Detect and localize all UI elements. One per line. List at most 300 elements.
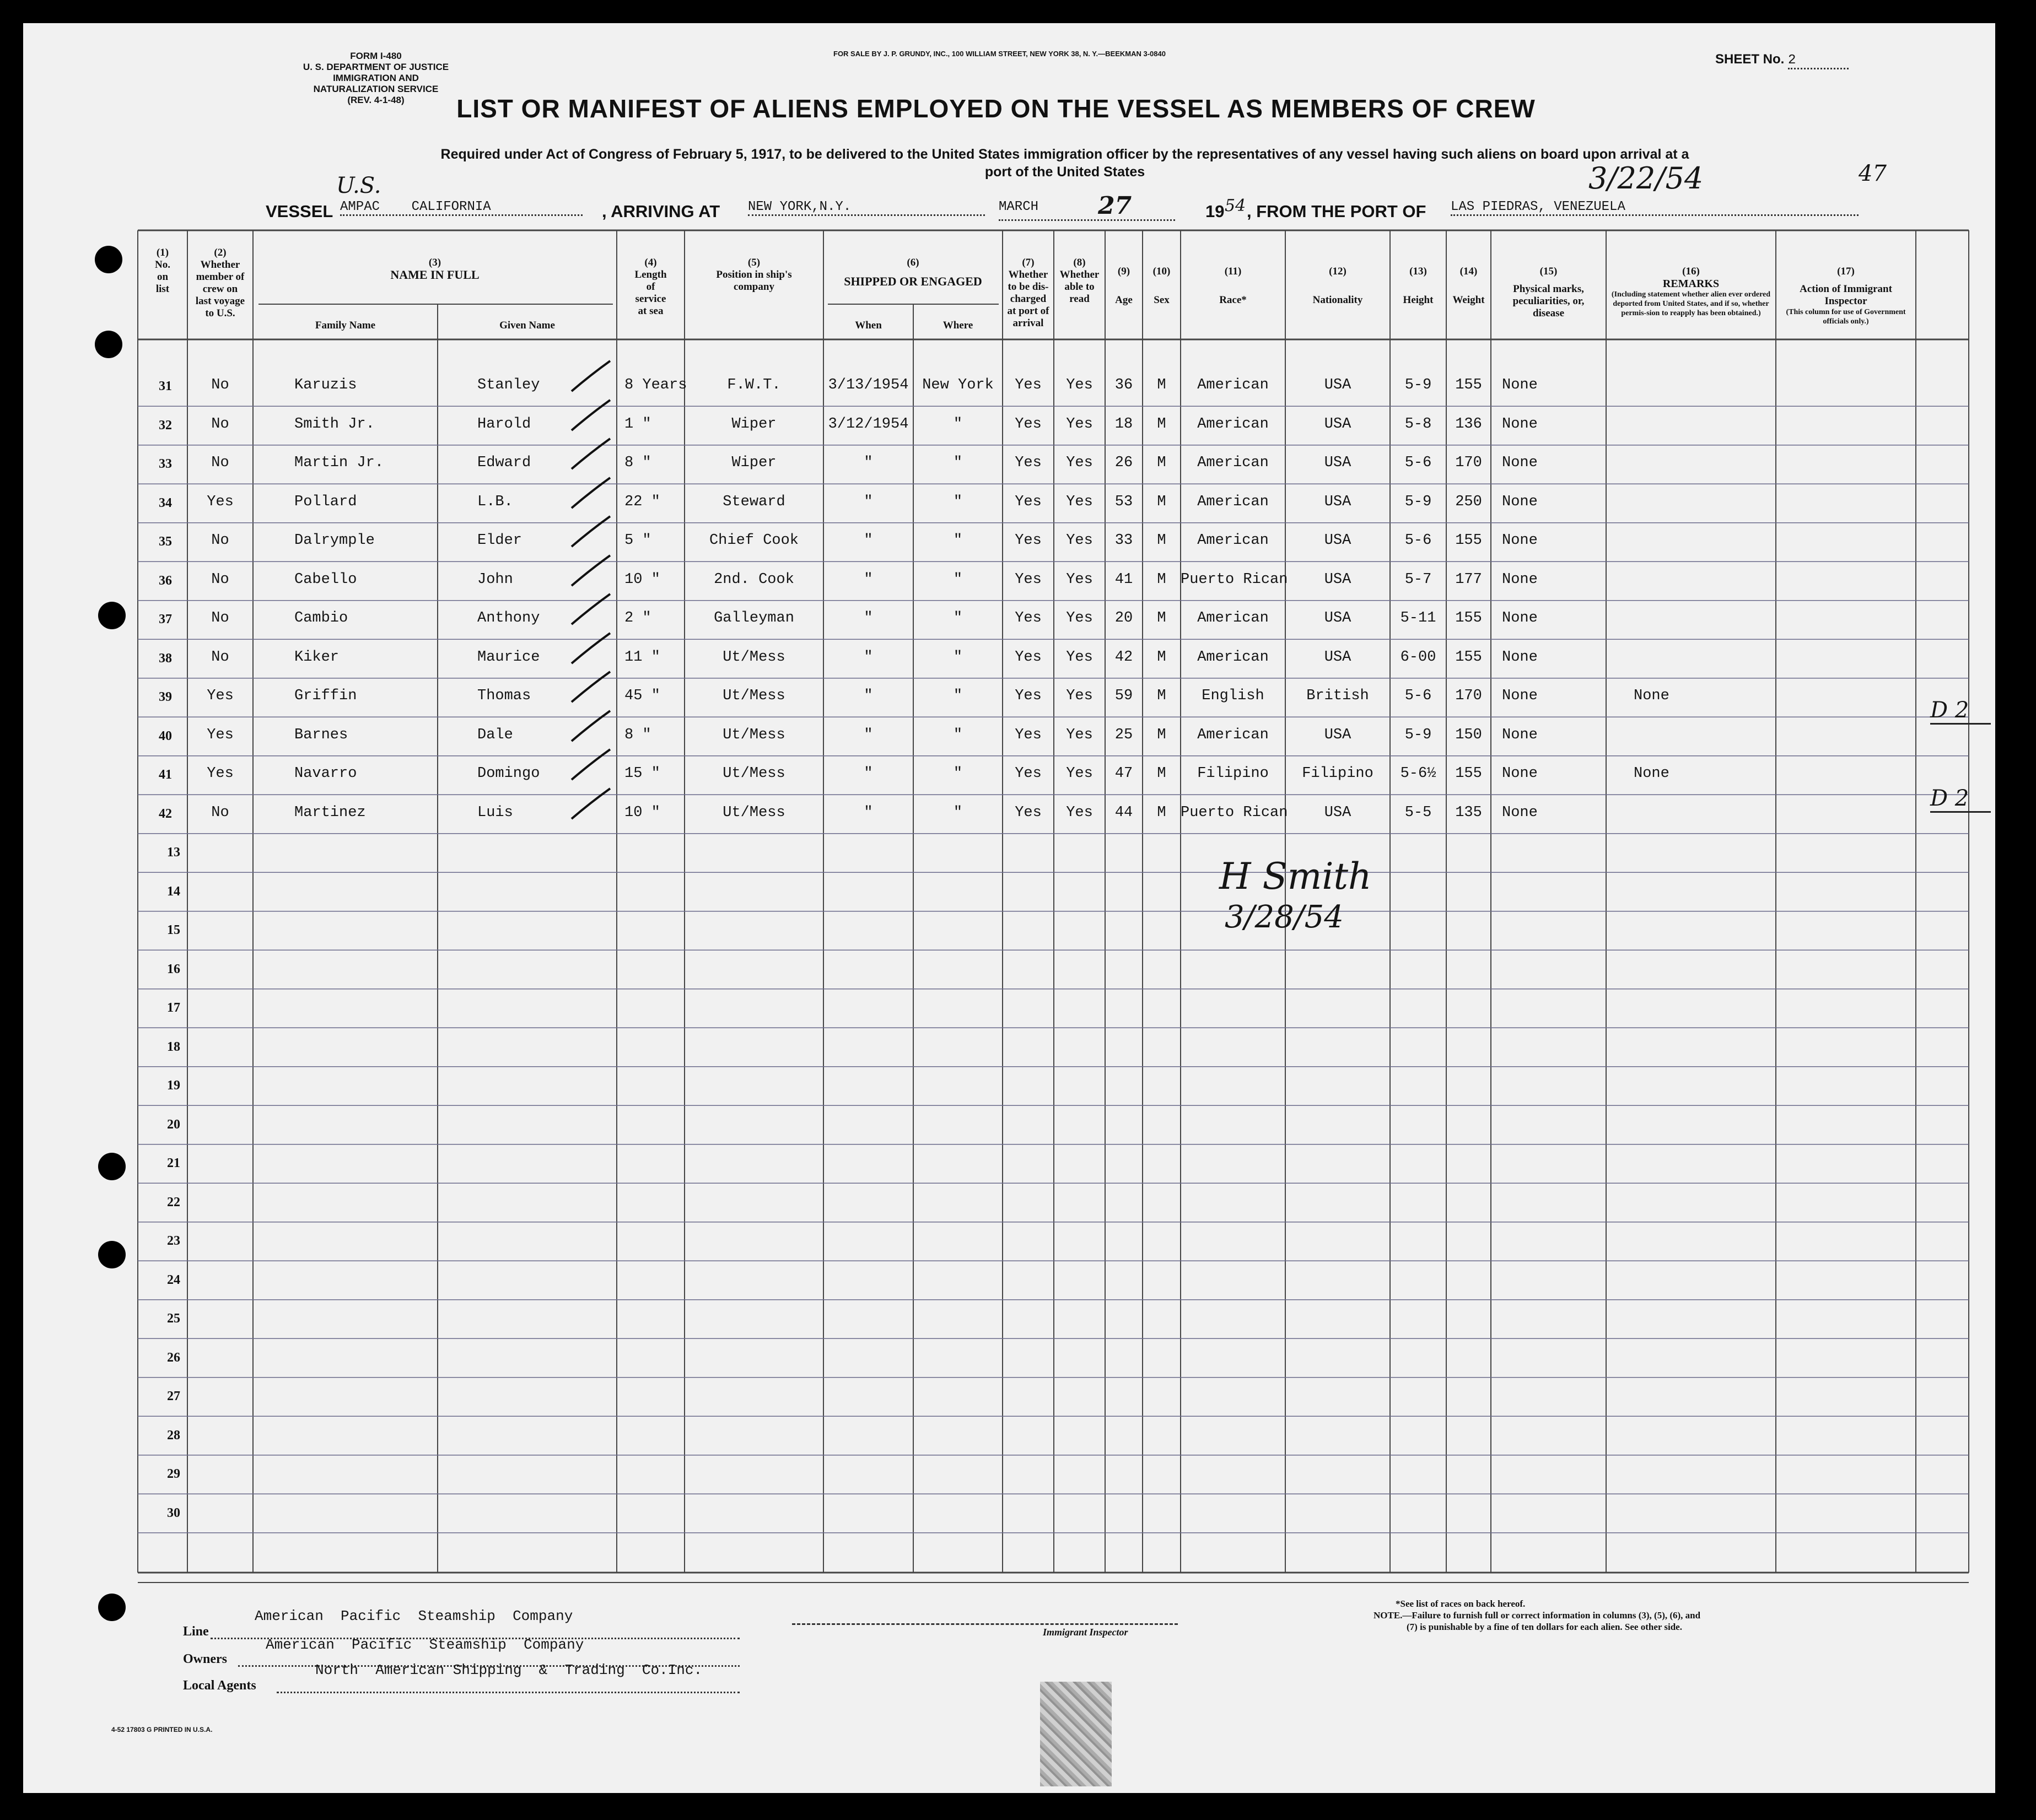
- cell-race: American: [1197, 726, 1269, 743]
- cell-sex: M: [1157, 571, 1166, 588]
- cell-remarks: None: [1634, 688, 1669, 704]
- cell-where: ": [953, 532, 963, 549]
- cell-race: Puerto Rican: [1181, 571, 1288, 588]
- seller-line: FOR SALE BY J. P. GRUNDY, INC., 100 WILLIAM STREET, NEW YORK 38, N. Y.—BEEKMAN 3-0840: [833, 50, 1166, 58]
- cell-age: 53: [1114, 493, 1133, 510]
- owners-label: Owners: [183, 1652, 227, 1666]
- cell-sex: M: [1157, 493, 1166, 510]
- cell-service: 8 ": [624, 455, 651, 471]
- cell-sex: M: [1157, 688, 1166, 704]
- blank-row-number: 21: [167, 1156, 180, 1170]
- col-shipped-engaged: SHIPPED OR ENGAGED: [844, 274, 982, 288]
- cell-position: Ut/Mess: [723, 765, 785, 782]
- cell-service: 1 ": [624, 415, 651, 433]
- cell-read: Yes: [1066, 726, 1093, 743]
- from-port: LAS PIEDRAS, VENEZUELA: [1451, 199, 1859, 216]
- cell-nat: USA: [1324, 377, 1351, 393]
- blank-row-number: 22: [167, 1195, 180, 1209]
- check-mark: [569, 475, 607, 503]
- cell-sex: M: [1157, 532, 1166, 549]
- cell-marks: None: [1502, 571, 1538, 588]
- cell-nat: USA: [1324, 804, 1351, 821]
- cell-race: American: [1197, 455, 1269, 471]
- cell-service: 2 ": [624, 610, 651, 627]
- cell-weight: 155: [1455, 377, 1482, 393]
- blank-row-number: 15: [167, 923, 180, 937]
- col-discharged: Whether to be dis-charged at port of arrival: [1007, 269, 1049, 329]
- check-mark: [569, 553, 607, 580]
- cell-weight: 150: [1455, 726, 1482, 743]
- cell-read: Yes: [1066, 610, 1093, 627]
- check-mark: [569, 747, 607, 774]
- cell-given: Harold: [477, 415, 531, 433]
- cell-nat: British: [1306, 688, 1369, 704]
- cell-marks: None: [1502, 377, 1538, 393]
- year-prefix: 19: [1205, 202, 1225, 221]
- cell-marks: None: [1502, 688, 1538, 704]
- cell-family: Barnes: [294, 726, 348, 743]
- cell-race: Puerto Rican: [1181, 804, 1288, 821]
- cell-read: Yes: [1066, 688, 1093, 704]
- row-number: 36: [159, 573, 172, 588]
- cell-family: Martin Jr.: [294, 455, 384, 471]
- cell-height: 5-6½: [1400, 765, 1436, 782]
- line-value: American Pacific Steamship Company: [255, 1608, 573, 1624]
- vessel-label: VESSEL: [266, 202, 333, 221]
- row-number: 31: [159, 379, 172, 393]
- cell-age: 33: [1114, 532, 1133, 549]
- arrival-day: 27: [1098, 192, 1132, 220]
- cell-read: Yes: [1066, 377, 1093, 393]
- col-last-voyage: Whether member of crew on last voyage to U.S.: [195, 259, 245, 319]
- cell-weight: 136: [1455, 415, 1482, 433]
- agents-value: North American Shipping & Trading Co.Inc.: [315, 1662, 703, 1678]
- cell-where: ": [953, 493, 963, 510]
- cell-position: F.W.T.: [727, 377, 781, 393]
- check-mark: [569, 397, 607, 425]
- cell-family: Kiker: [294, 649, 340, 666]
- cell-service: 10 ": [624, 571, 660, 588]
- col-able-to-read: Whether able to read: [1059, 269, 1100, 305]
- cell-family: Smith Jr.: [294, 415, 375, 433]
- cell-where: ": [953, 726, 963, 743]
- owners-value: American Pacific Steamship Company: [266, 1637, 584, 1653]
- cell-given: Thomas: [477, 688, 531, 704]
- cell-nat: USA: [1324, 649, 1351, 666]
- cell-position: Ut/Mess: [723, 649, 785, 666]
- cell-where: ": [953, 415, 963, 433]
- row-number: 38: [159, 651, 172, 666]
- fine-note-1: NOTE.—Failure to furnish full or correct information in columns (3), (5), (6), and: [1374, 1610, 1701, 1621]
- col-sex: Sex: [1154, 294, 1170, 306]
- col-when: When: [855, 320, 882, 331]
- cell-nat: USA: [1324, 493, 1351, 510]
- from-port-label: , FROM THE PORT OF: [1247, 202, 1426, 221]
- cell-race: American: [1197, 532, 1269, 549]
- cell-age: 25: [1114, 726, 1133, 743]
- cell-sex: M: [1157, 455, 1166, 471]
- cell-given: Dale: [477, 726, 513, 743]
- form-number: FORM I-480: [350, 51, 402, 61]
- cell-marks: None: [1502, 532, 1538, 549]
- line-label: Line: [183, 1624, 209, 1639]
- cell-where: ": [953, 688, 963, 704]
- cell-service: 15 ": [624, 765, 660, 782]
- cell-race: Filipino: [1197, 765, 1269, 782]
- row-number: 40: [159, 728, 172, 743]
- col-nationality: Nationality: [1312, 294, 1363, 306]
- cell-disch: Yes: [1015, 610, 1042, 627]
- cell-disch: Yes: [1015, 726, 1042, 743]
- cell-where: ": [953, 765, 963, 782]
- cell-where: ": [953, 455, 963, 471]
- cell-position: Galleyman: [714, 610, 794, 627]
- races-note: *See list of races on back hereof.: [1396, 1598, 1526, 1609]
- cell-height: 5-6: [1404, 532, 1432, 549]
- cell-family: Griffin: [294, 688, 357, 704]
- row-number: 32: [159, 418, 172, 433]
- cell-age: 41: [1114, 571, 1133, 588]
- cell-when: ": [864, 610, 873, 627]
- row-number: 37: [159, 612, 172, 627]
- cell-weight: 155: [1455, 610, 1482, 627]
- cell-race: American: [1197, 649, 1269, 666]
- cell-read: Yes: [1066, 415, 1093, 433]
- blank-row-number: 28: [167, 1428, 180, 1443]
- cell-age: 59: [1114, 688, 1133, 704]
- cell-weight: 170: [1455, 455, 1482, 471]
- cell-service: 5 ": [624, 532, 651, 549]
- handwritten-us: U.S.: [336, 173, 381, 198]
- cell-when: ": [864, 688, 873, 704]
- cell-given: Anthony: [477, 610, 540, 627]
- cell-when: 3/12/1954: [828, 415, 909, 433]
- cell-sex: M: [1157, 377, 1166, 393]
- cell-service: 10 ": [624, 804, 660, 821]
- cell-last: No: [211, 610, 229, 627]
- cell-race: American: [1197, 415, 1269, 433]
- cell-where: ": [953, 804, 963, 821]
- manifest-sheet: FORM I-480 U. S. DEPARTMENT OF JUSTICE IMMIGRATION AND NATURALIZATION SERVICE (REV. 4-1-48) FOR SALE BY J. P. GRUNDY, INC., 100 WILLIAM STREET, NEW YORK 38, N. Y.—BEEKMAN 3-0840 SHEET No. 2 LIST OR MANIFEST OF ALIENS EMPLOYED ON THE VESSEL AS MEMBERS OF CREW Required under Act of Congress of February 5, 1917, to be delivered to the United States immigration officer by the representatives of any vessel having such aliens on board upon arrival at a port of the United States U.S. 3/22/54 47 VESSEL AMPAC CALIFORNIA , ARRIVING AT NEW YORK,N.Y. MARCH 27 19 54 , FROM THE PORT OF LAS PIEDRAS, VENEZUELA (1) No. on list (2) Whether member of crew on last voyage to U.S. (3) NAME IN FULL Family Name Given Name (4) Length of service at sea (5) Position in ship's company (6) SHIPPED OR ENGAGED When Where (7) Whether to be dis-charged at port of arrival (8) Whether able to read (9) Age (10) Sex (11) Race* (12) Nationality (13) Height (14) Weight (15) Physical marks, peculiarities, or, disease (16) REMARKS (Including statement whether alien ever ordered deported from United States, and if so, whether permis-sion to reapply has been obtained.) (17) Action of Immigrant Inspector (This column for use of Government officials only.) 31 No Karuzis Stanley 8 Years F.W.T. 3/13/1954 New York Yes Yes 36 M American USA 5-9 155 None 32 No Smith Jr. Harold 1 " Wiper 3/12/1954 " Yes Yes 18 M American USA 5-8 136 None 33 No Martin Jr. Edward 8 " Wiper " " Yes Yes 26 M American USA 5-6 170 None 34 Yes Pollard L.B. 22 " Steward " " Yes Yes 53 M American USA 5-9 250 None 35 No Dalrymple Elder 5 " Chief Cook " " Yes Yes 33 M American USA 5-6 155 None 36 No Cabello John 10 " 2nd. Cook " " Yes Yes 41 M Puerto Rican USA 5-7 177 None 37 No Cambio Anthony 2 " Galleyman " " Yes Yes 20 M American USA 5-11 155 None 38 No Kiker Maurice 11 " Ut/Mess " " Yes Yes 42 M American USA 6-00 155 None 39 Yes Griffin Thomas 45 " Ut/Mess " " Yes Yes 59 M English British 5-6 170 None None 40 Yes Barnes Dale 8 " Ut/Mess " " Yes Yes 25 M American USA 5-9 150 None 41 Yes Navarro Domingo 15 " Ut/Mess " " Yes Yes 47 M Filipino Filipino 5-6½ 155 None None 42 No Martinez Luis 10 " Ut/Mess " " Yes Yes 44 M Puerto Rican USA 5-5 135 None 13 14 15 16 17 18 19 20 21 22 23 24 25 26 27 28 29 30 H Smith 3/28/54 D 2 D 2 Line American Pacific Steamship Company Owners American Pacific Steamship Company Local Agents North American Shipping & Trading Co.Inc. Immigrant Inspector *See list of races on back hereof. NOTE.—Failure to furnish full or correct information in columns (3), (5), (6), and (7) is punishable by a fine of ten dollars for each alien. See other side. 4-52 17803 G PRINTED IN U.S.A.: [23, 23, 1995, 1793]
- cell-family: Karuzis: [294, 377, 357, 393]
- cell-marks: None: [1502, 804, 1538, 821]
- cell-disch: Yes: [1015, 804, 1042, 821]
- row-number: 39: [159, 690, 172, 704]
- cell-sex: M: [1157, 415, 1166, 433]
- handwritten-signature: H Smith: [1219, 855, 1372, 898]
- cell-height: 5-9: [1404, 377, 1432, 393]
- row-number: 33: [159, 457, 172, 471]
- col-race: Race*: [1219, 294, 1247, 306]
- cell-disch: Yes: [1015, 532, 1042, 549]
- cell-nat: USA: [1324, 455, 1351, 471]
- vessel-name: AMPAC CALIFORNIA: [340, 199, 583, 216]
- col-height: Height: [1403, 294, 1434, 306]
- blank-row-number: 19: [167, 1078, 180, 1093]
- cell-read: Yes: [1066, 804, 1093, 821]
- cell-last: No: [211, 377, 229, 393]
- col-weight: Weight: [1452, 294, 1485, 306]
- cell-age: 20: [1114, 610, 1133, 627]
- cell-service: 45 ": [624, 688, 660, 704]
- cell-disch: Yes: [1015, 493, 1042, 510]
- row-number: 34: [159, 495, 172, 510]
- cell-last: No: [211, 532, 229, 549]
- arrival-month: MARCH: [999, 199, 1039, 214]
- handwritten-date: 3/22/54: [1588, 161, 1704, 196]
- cell-family: Cabello: [294, 571, 357, 588]
- cell-where: ": [953, 649, 963, 666]
- blank-row-number: 29: [167, 1467, 180, 1481]
- check-mark: [569, 514, 607, 541]
- cell-when: ": [864, 571, 873, 588]
- cell-last: No: [211, 649, 229, 666]
- check-mark: [569, 630, 607, 658]
- cell-sex: M: [1157, 765, 1166, 782]
- blank-row-number: 25: [167, 1311, 180, 1326]
- col-position: Position in ship's company: [716, 269, 792, 293]
- col-age: Age: [1115, 294, 1133, 306]
- cell-nat: Filipino: [1302, 765, 1374, 782]
- cell-service: 22 ": [624, 493, 660, 510]
- cell-service: 8 Years: [624, 377, 687, 393]
- cell-disch: Yes: [1015, 377, 1042, 393]
- cell-weight: 135: [1455, 804, 1482, 821]
- cell-race: American: [1197, 610, 1269, 627]
- cell-given: Elder: [477, 532, 523, 549]
- cell-weight: 177: [1455, 571, 1482, 588]
- cell-disch: Yes: [1015, 455, 1042, 471]
- col-remarks: REMARKS: [1662, 278, 1720, 290]
- cell-nat: USA: [1324, 415, 1351, 433]
- cell-height: 5-7: [1404, 571, 1432, 588]
- cell-sex: M: [1157, 649, 1166, 666]
- cell-when: ": [864, 726, 873, 743]
- cell-nat: USA: [1324, 726, 1351, 743]
- service: IMMIGRATION AND NATURALIZATION SERVICE: [313, 73, 439, 94]
- blank-row-number: 30: [167, 1505, 180, 1520]
- check-mark: [569, 591, 607, 619]
- torn-label: [1040, 1682, 1112, 1786]
- printer-mark: 4-52 17803 G PRINTED IN U.S.A.: [111, 1726, 213, 1733]
- cell-race: American: [1197, 493, 1269, 510]
- row-number: 42: [159, 806, 172, 821]
- cell-height: 5-6: [1404, 455, 1432, 471]
- cell-service: 11 ": [624, 649, 660, 666]
- cell-age: 26: [1114, 455, 1133, 471]
- col-name-in-full: NAME IN FULL: [390, 268, 480, 282]
- cell-marks: None: [1502, 726, 1538, 743]
- col-inspector-action: Action of Immigrant Inspector: [1800, 283, 1892, 307]
- fine-note-2: (7) is punishable by a fine of ten dollars for each alien. See other side.: [1407, 1622, 1682, 1632]
- cell-read: Yes: [1066, 455, 1093, 471]
- check-mark: [569, 358, 607, 386]
- cell-when: ": [864, 455, 873, 471]
- cell-disch: Yes: [1015, 688, 1042, 704]
- cell-family: Navarro: [294, 765, 357, 782]
- cell-marks: None: [1502, 610, 1538, 627]
- cell-disch: Yes: [1015, 765, 1042, 782]
- cell-when: 3/13/1954: [828, 377, 909, 393]
- cell-disch: Yes: [1015, 649, 1042, 666]
- col-given-name: Given Name: [499, 320, 555, 331]
- cell-remarks: None: [1634, 765, 1669, 782]
- cell-race: English: [1202, 688, 1264, 704]
- cell-last: No: [211, 455, 229, 471]
- cell-sex: M: [1157, 804, 1166, 821]
- cell-weight: 155: [1455, 649, 1482, 666]
- cell-height: 5-11: [1400, 610, 1436, 627]
- cell-sex: M: [1157, 610, 1166, 627]
- check-mark: [569, 708, 607, 736]
- cell-given: L.B.: [477, 493, 513, 510]
- cell-position: Ut/Mess: [723, 726, 785, 743]
- cell-position: Wiper: [731, 455, 777, 471]
- cell-when: ": [864, 765, 873, 782]
- cell-height: 5-8: [1404, 415, 1432, 433]
- cell-family: Dalrymple: [294, 532, 375, 549]
- blank-row-number: 20: [167, 1117, 180, 1132]
- cell-race: American: [1197, 377, 1269, 393]
- blank-row-number: 26: [167, 1350, 180, 1365]
- revision: (REV. 4-1-48): [347, 95, 405, 105]
- cell-read: Yes: [1066, 493, 1093, 510]
- check-mark: [569, 436, 607, 463]
- cell-where: ": [953, 571, 963, 588]
- cell-height: 6-00: [1400, 649, 1436, 666]
- cell-last: Yes: [207, 688, 234, 704]
- blank-row-number: 24: [167, 1272, 180, 1287]
- cell-family: Pollard: [294, 493, 357, 510]
- blank-row-number: 23: [167, 1234, 180, 1248]
- cell-age: 18: [1114, 415, 1133, 433]
- col-no-on-list: No. on list: [155, 259, 170, 295]
- blank-row-number: 16: [167, 962, 180, 976]
- cell-last: Yes: [207, 765, 234, 782]
- cell-marks: None: [1502, 493, 1538, 510]
- cell-marks: None: [1502, 649, 1538, 666]
- cell-given: Maurice: [477, 649, 540, 666]
- cell-position: 2nd. Cook: [714, 571, 794, 588]
- cell-last: Yes: [207, 493, 234, 510]
- blank-row-number: 27: [167, 1389, 180, 1403]
- cell-age: 36: [1114, 377, 1133, 393]
- cell-read: Yes: [1066, 532, 1093, 549]
- cell-age: 44: [1114, 804, 1133, 821]
- cell-position: Ut/Mess: [723, 804, 785, 821]
- cell-weight: 250: [1455, 493, 1482, 510]
- cell-nat: USA: [1324, 571, 1351, 588]
- manifest-title: LIST OR MANIFEST OF ALIENS EMPLOYED ON THE VESSEL AS MEMBERS OF CREW: [456, 94, 1536, 123]
- col-length-of-service: Length of service at sea: [634, 269, 667, 317]
- cell-height: 5-9: [1404, 726, 1432, 743]
- agents-label: Local Agents: [183, 1678, 256, 1693]
- cell-position: Wiper: [731, 415, 777, 433]
- cell-last: No: [211, 415, 229, 433]
- cell-position: Steward: [723, 493, 785, 510]
- cell-disch: Yes: [1015, 571, 1042, 588]
- arrival-year: 54: [1225, 196, 1246, 215]
- sheet-label: SHEET No.: [1715, 52, 1785, 67]
- cell-weight: 155: [1455, 765, 1482, 782]
- cell-height: 5-9: [1404, 493, 1432, 510]
- cell-sex: M: [1157, 726, 1166, 743]
- blank-row-number: 18: [167, 1039, 180, 1054]
- cell-when: ": [864, 532, 873, 549]
- col-remarks-note: (Including statement whether alien ever ordered deported from United States, and if so, whether permis-sion to reapply has been obtained.): [1611, 290, 1771, 317]
- cell-height: 5-6: [1404, 688, 1432, 704]
- cell-given: Luis: [477, 804, 513, 821]
- cell-marks: None: [1502, 415, 1538, 433]
- cell-where: ": [953, 610, 963, 627]
- cell-when: ": [864, 493, 873, 510]
- cell-given: John: [477, 571, 513, 588]
- cell-last: No: [211, 571, 229, 588]
- handwritten-number: 47: [1859, 161, 1887, 186]
- check-mark: [569, 786, 607, 813]
- cell-weight: 170: [1455, 688, 1482, 704]
- cell-family: Martinez: [294, 804, 366, 821]
- arriving-label: , ARRIVING AT: [602, 202, 720, 221]
- cell-given: Stanley: [477, 377, 540, 393]
- col-where: Where: [942, 320, 973, 331]
- blank-row-number: 14: [167, 884, 180, 899]
- cell-read: Yes: [1066, 571, 1093, 588]
- row-number: 35: [159, 534, 172, 549]
- cell-given: Edward: [477, 455, 531, 471]
- cell-last: No: [211, 804, 229, 821]
- arriving-port: NEW YORK,N.Y.: [748, 199, 985, 216]
- cell-age: 42: [1114, 649, 1133, 666]
- cell-age: 47: [1114, 765, 1133, 782]
- handwritten-signature-date: 3/28/54: [1225, 899, 1344, 935]
- cell-position: Ut/Mess: [723, 688, 785, 704]
- subtitle-line-1: Required under Act of Congress of February 5, 1917, to be delivered to the United States immigration officer by the representatives of any vessel having such aliens on board upon arrival at a: [440, 147, 1689, 162]
- blank-row-number: 17: [167, 1001, 180, 1015]
- row-number: 41: [159, 768, 172, 782]
- cell-service: 8 ": [624, 726, 651, 743]
- col-inspector-note: (This column for use of Government officials only.): [1786, 308, 1906, 326]
- cell-nat: USA: [1324, 610, 1351, 627]
- cell-disch: Yes: [1015, 415, 1042, 433]
- inspector-label: Immigrant Inspector: [1043, 1627, 1128, 1638]
- col-family-name: Family Name: [315, 320, 376, 331]
- agents-underline: [277, 1692, 740, 1693]
- cell-when: ": [864, 804, 873, 821]
- cell-last: Yes: [207, 726, 234, 743]
- cell-read: Yes: [1066, 765, 1093, 782]
- cell-when: ": [864, 649, 873, 666]
- handwritten-d2: D 2: [1930, 698, 1991, 725]
- cell-marks: None: [1502, 455, 1538, 471]
- handwritten-d2: D 2: [1930, 786, 1991, 813]
- cell-given: Domingo: [477, 765, 540, 782]
- check-mark: [569, 669, 607, 696]
- cell-where: New York: [922, 377, 994, 393]
- subtitle-line-2: port of the United States: [984, 164, 1145, 180]
- cell-family: Cambio: [294, 610, 348, 627]
- cell-weight: 155: [1455, 532, 1482, 549]
- col-physical-marks: Physical marks, peculiarities, or, disease: [1512, 283, 1585, 319]
- cell-height: 5-5: [1404, 804, 1432, 821]
- blank-row-number: 13: [167, 845, 180, 860]
- cell-read: Yes: [1066, 649, 1093, 666]
- cell-marks: None: [1502, 765, 1538, 782]
- cell-position: Chief Cook: [709, 532, 799, 549]
- department: U. S. DEPARTMENT OF JUSTICE: [303, 62, 449, 72]
- inspector-signature-line: [792, 1623, 1178, 1625]
- sheet-number: 2: [1788, 53, 1849, 69]
